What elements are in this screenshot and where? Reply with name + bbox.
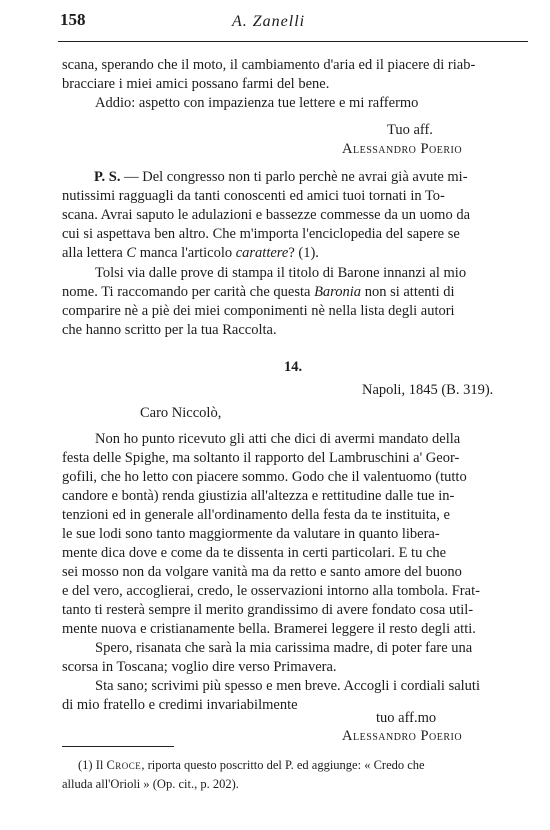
text-line: Non ho punto ricevuto gli atti che dici di avermi mandato della xyxy=(95,431,461,447)
text-line: le sue lodi sono tanto maggiormente da valutare in quanto libera- xyxy=(62,526,440,542)
text-line: sei mosso non da volgare vanità ma da retto e santo amore del buono xyxy=(62,564,462,580)
postscript-line: comparire nè a piè dei miei componimenti nè nella lista degli autori xyxy=(62,303,455,319)
signature: Alessandro Poerio xyxy=(342,728,463,744)
postscript-line: P. S. — Del congresso non ti parlo perchè ne avrai già avute mi- xyxy=(94,169,468,185)
text-line: mente dica dove e come da te dissenta in certi particolari. E tu che xyxy=(62,545,447,561)
postscript-line: cui si aspettava ben altro. Che m'importa l'enciclopedia del sapere se xyxy=(62,226,460,242)
closing: Tuo aff. xyxy=(387,122,433,138)
salutation: Caro Niccolò, xyxy=(140,405,222,421)
header-rule xyxy=(58,41,528,42)
text-line: candore e bontà) renda giustizia all'altezza e rettitudine dalle tue in- xyxy=(62,488,455,504)
signature: Alessandro Poerio xyxy=(342,141,463,157)
page-number: 158 xyxy=(60,10,86,29)
text-line: mente nuova e cristianamente bella. Bramerei leggere il resto degli atti. xyxy=(62,621,476,637)
text-line: scorsa in Toscana; voglio dire verso Primavera. xyxy=(62,659,337,675)
text-line: di mio fratello e credimi invariabilmente xyxy=(62,697,298,713)
text-line: festa delle Spighe, ma soltanto il rapporto del Lambruschini a' Geor- xyxy=(62,450,460,466)
footnote-line: (1) Il Croce, riporta questo poscritto del P. ed aggiunge: « Credo che xyxy=(78,758,425,772)
dateline: Napoli, 1845 (B. 319). xyxy=(362,382,494,398)
text-line: Spero, risanata che sarà la mia carissima madre, di poter fare una xyxy=(95,640,473,656)
text-line: Addio: aspetto con impazienza tue lettere e mi raffermo xyxy=(95,95,419,111)
postscript-line: scana. Avrai saputo le adulazioni e bassezze commesse da un uomo da xyxy=(62,207,471,223)
postscript-line: alla lettera C manca l'articolo carattere? (1). xyxy=(62,245,319,261)
text-line: Sta sano; scrivimi più spesso e men breve. Accogli i cordiali saluti xyxy=(95,678,480,694)
text-line: tanto ti resterà sempre il merito grandissimo di avere fondato cosa util- xyxy=(62,602,474,618)
footnote-rule xyxy=(62,746,174,747)
running-title: A. Zanelli xyxy=(232,13,306,30)
letter-number: 14. xyxy=(284,359,303,375)
closing: tuo aff.mo xyxy=(376,710,437,726)
postscript-line: che hanno scritto per la tua Raccolta. xyxy=(62,322,277,338)
text-line: gofili, che ho letto con piacere sommo. Godo che il valentuomo (tutto xyxy=(62,469,467,485)
postscript-line: nome. Ti raccomando per carità che questa Baronia non si attenti di xyxy=(62,284,455,300)
text-line: bracciare i miei amici possano farmi del bene. xyxy=(62,76,330,92)
postscript-line: Tolsi via dalle prove di stampa il titolo di Barone innanzi al mio xyxy=(95,265,467,281)
text-line: tenzioni ed in generale all'ordinamento della festa da te instituita, e xyxy=(62,507,450,523)
ps-label: P. S. xyxy=(94,169,121,185)
postscript-line: nutissimi ragguagli da tanti conoscenti ed amici tuoi tornati in To- xyxy=(62,188,445,204)
text-line: e del vero, accoglierai, credo, le osservazioni intorno alla tombola. Frat- xyxy=(62,583,480,599)
text-line: scana, sperando che il moto, il cambiamento d'aria ed il piacere di riab- xyxy=(62,57,476,73)
footnote-line: alluda all'Orioli » (Op. cit., p. 202). xyxy=(62,777,239,791)
